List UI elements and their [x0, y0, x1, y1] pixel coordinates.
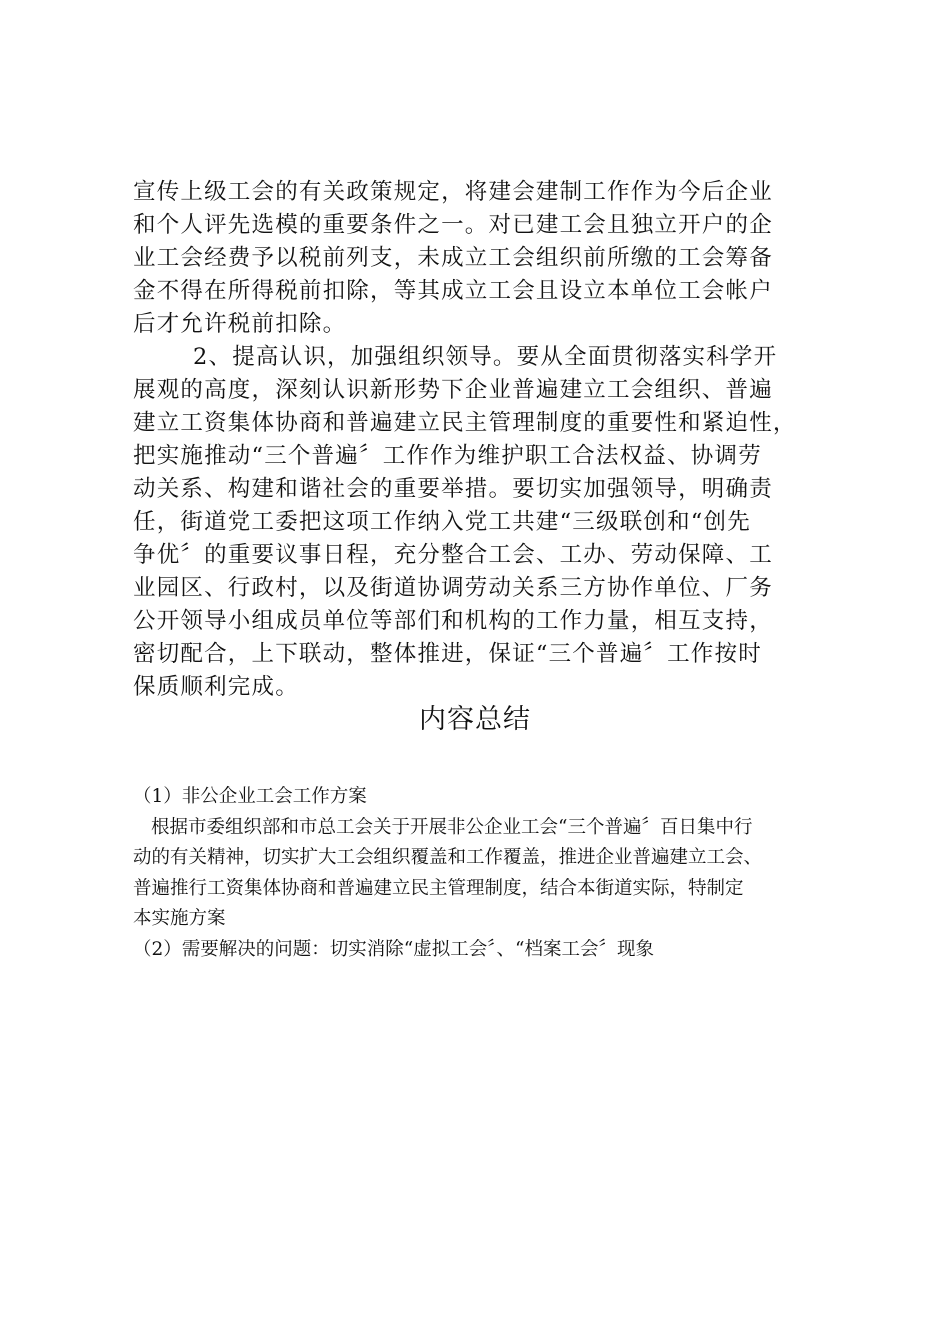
- summary-item-1-line: 普遍推行工资集体协商和普遍建立民主管理制度，结合本街道实际，特制定: [133, 877, 744, 899]
- summary-item-2: （2）需要解决的问题：切实消除“虚拟工会〞、“档案工会〞现象: [133, 938, 654, 960]
- paragraph-2-line: 业园区、行政村，以及街道协调劳动关系三方协作单位、厂务: [133, 575, 773, 601]
- paragraph-2-line: 密切配合，上下联动，整体推进，保证“三个普遍〞工作按时: [133, 641, 762, 667]
- paragraph-2-line: 公开领导小组成员单位等部们和机构的工作力量，相互支持，: [133, 608, 773, 634]
- summary-item-1-line: 本实施方案: [133, 908, 226, 929]
- summary-item-1-line: 动的有关精神，切实扩大工会组织覆盖和工作覆盖，推进企业普遍建立工会、: [133, 847, 763, 868]
- paragraph-1-line: 金不得在所得税前扣除，等其成立工会且设立本单位工会帐户: [133, 278, 773, 304]
- summary-heading: 内容总结: [419, 704, 531, 735]
- paragraph-2-line: 建立工资集体协商和普遍建立民主管理制度的重要性和紧迫性，: [133, 410, 797, 436]
- paragraph-2-line: 把实施推动“三个普遍〞工作作为维护职工合法权益、协调劳: [133, 443, 762, 469]
- summary-section: [133, 782, 833, 965]
- paragraph-1-line: 业工会经费予以税前列支，未成立工会组织前所缴的工会筹备: [133, 245, 773, 271]
- paragraph-2-line: 保质顺利完成。: [133, 674, 299, 700]
- paragraph-1-line: 宣传上级工会的有关政策规定，将建会建制工作作为今后企业: [133, 179, 773, 205]
- body-text: [133, 176, 833, 704]
- paragraph-2-line: 任，街道党工委把这项工作纳入党工共建“三级联创和“创先: [133, 509, 751, 535]
- paragraph-1-line: 后才允许税前扣除。: [133, 311, 347, 337]
- paragraph-2-line: 动关系、构建和谐社会的重要举措。要切实加强领导，明确责: [133, 476, 773, 502]
- summary-item-1-title: （1）非公企业工会工作方案: [133, 786, 367, 807]
- paragraph-2-line: 2、提高认识，加强组织领导。要从全面贯彻落实科学开: [193, 344, 778, 370]
- paragraph-1-line: 和个人评先选模的重要条件之一。对已建工会且独立开户的企: [133, 212, 773, 238]
- paragraph-2-line: 展观的高度，深刻认识新形势下企业普遍建立工会组织、普遍: [133, 377, 773, 403]
- summary-item-1-line: 根据市委组织部和市总工会关于开展非公企业工会“三个普遍〞百日集中行: [151, 816, 753, 838]
- paragraph-2-line: 争优〞的重要议事日程，充分整合工会、工办、劳动保障、工: [133, 542, 773, 568]
